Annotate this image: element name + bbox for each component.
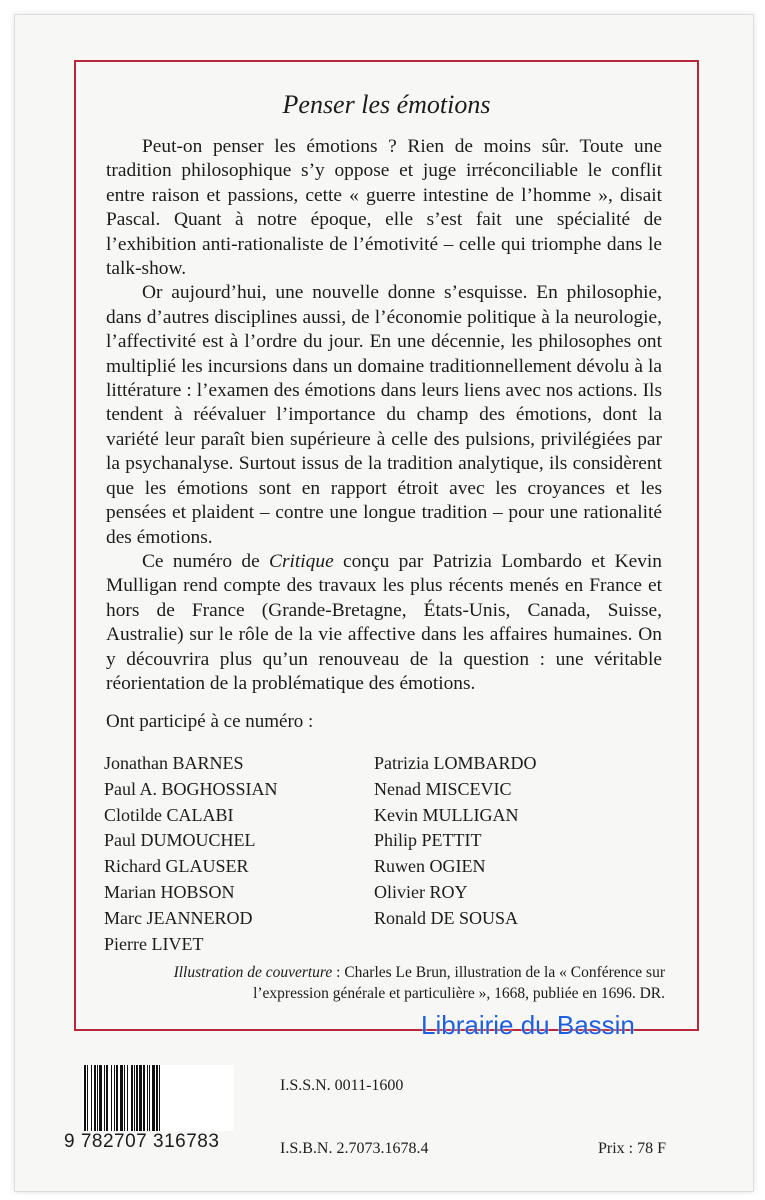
blurb: [106, 135, 662, 696]
book-title: Penser les émotions: [282, 90, 491, 119]
blurb-paragraph-3: [106, 550, 662, 696]
contributors-left-column: [104, 751, 278, 957]
blurb-paragraph-1: Peut-on penser les émotions ? Rien de moins sûr. Toute une tradition philosophique s’y oppose et juge irréconciliable le conflit entre raison et passions, cette « guerre intestine de l’homme », disait Pascal. Quant à notre époque, elle s’est fait une spécialité de l’exhibition anti-rationaliste de l’émotivité – celle qui triomphe dans le talk-show.: [106, 136, 662, 280]
price: Prix : 78 F: [598, 1140, 667, 1157]
isbn: I.S.B.N. 2.7073.1678.4: [280, 1140, 429, 1157]
bookseller-watermark: Librairie du Bassin: [421, 1010, 635, 1040]
contributor: Marian HOBSON: [104, 881, 235, 902]
contributor: Paul A. BOGHOSSIAN: [104, 778, 278, 799]
contributor: Marc JEANNEROD: [104, 907, 253, 928]
para3-after: conçu par Patrizia Lombardo et Kevin Mulligan rend compte des travaux les plus récents menés en France et hors de France (Grande-Bretagne, États-Unis, Canada, Suisse, Australie) sur le rôle de la vie affective dans les affaires humaines. On y découvrira plus qu’un renouveau de la question : une véritable réorientation de la problématique des émotions.: [106, 550, 662, 694]
credit-label: Illustration de couverture: [173, 964, 333, 981]
contributor: Jonathan BARNES: [104, 753, 244, 773]
contributor: Ronald DE SOUSA: [374, 907, 519, 928]
contributor: Clotilde CALABI: [104, 804, 234, 825]
contributor: Nenad MISCEVIC: [374, 778, 512, 799]
blurb-paragraph-2: Or aujourd’hui, une nouvelle donne s’esquisse. En philosophie, dans d’autres disciplines aussi, de l’économie politique à la neurologie, l’affectivité est à l’ordre du jour. En une décennie, les philosophes ont multiplié les incursions dans un domaine traditionnellement dévolu à la littérature : l’examen des émotions dans leurs liens avec nos actions. Ils tendent à réévaluer l’importance du champ des émotions, dont la variété leur paraît bien supérieure à celle des pulsions, privilégiées par la psychanalyse. Surtout issus de la tradition analytique, ils considèrent que les émotions sont en rapport étroit avec les croyances et les pensées et plaident – contre une longue tradition – pour une rationalité des émotions.: [106, 282, 662, 548]
barcode: [82, 1065, 234, 1131]
contributor: Richard GLAUSER: [104, 856, 249, 877]
contributor: Pierre LIVET: [104, 933, 204, 954]
credit-text: : Charles Le Brun, illustration de la « Conférence sur l’expression générale et particulière », 1668, publiée en 1696. DR.: [253, 964, 665, 1002]
issn: I.S.S.N. 0011-1600: [280, 1077, 404, 1094]
illustration-credit: [110, 962, 665, 1004]
para3-before: Ce numéro de: [142, 550, 270, 572]
contributors-heading: Ont participé à ce numéro :: [106, 711, 314, 732]
contributor: Paul DUMOUCHEL: [104, 830, 256, 851]
contributor: Kevin MULLIGAN: [374, 804, 519, 825]
barcode-number: 9 782707 316783: [64, 1131, 220, 1152]
contributor: Ruwen OGIEN: [374, 856, 486, 877]
contributor: Patrizia LOMBARDO: [374, 753, 537, 773]
contributor: Philip PETTIT: [374, 830, 482, 851]
journal-name: Critique: [269, 550, 334, 572]
contributor: Olivier ROY: [374, 881, 468, 902]
contributors-right-column: [374, 751, 536, 932]
